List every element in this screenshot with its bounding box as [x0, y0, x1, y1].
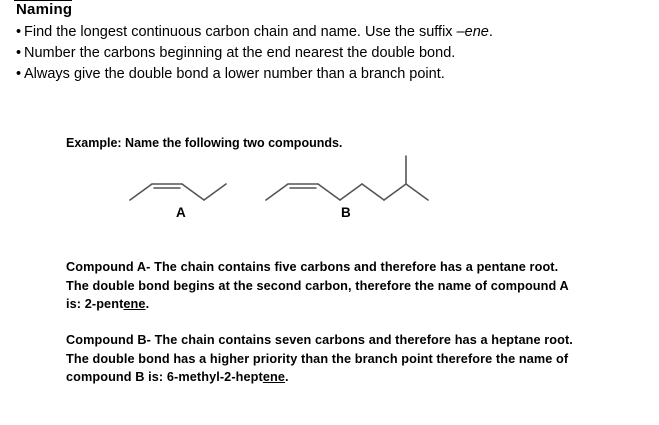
description-line: Compound B- The chain contains seven carbons and therefore has a heptane root.	[66, 333, 573, 347]
skeletal-structures-svg	[100, 152, 460, 214]
name-suffix-underlined: ene	[262, 370, 286, 384]
bullet-text-post: .	[488, 24, 493, 40]
bond-b6	[384, 184, 406, 200]
bond-b7	[406, 184, 428, 200]
bond-a4	[204, 184, 226, 200]
bullet-text-italic: –ene	[456, 24, 489, 40]
bullet-text-pre: Always give the double bond a lower number than a branch point.	[24, 66, 445, 82]
bullet-text-pre: Find the longest continuous carbon chain and name. Use the suffix	[24, 24, 457, 40]
name-prefix: compound B is: 6-methyl-2-hept	[66, 370, 263, 384]
bullet-list	[16, 22, 636, 85]
description-line: The double bond has a higher priority than the branch point therefore the name of	[66, 351, 569, 366]
description-line	[66, 368, 606, 387]
compound-b-description	[66, 331, 606, 387]
bond-b4	[340, 184, 362, 200]
page-title: Naming	[16, 1, 73, 18]
bond-b3	[318, 184, 340, 200]
description-line	[66, 295, 606, 314]
bond-b5	[362, 184, 384, 200]
example-label: Example: Name the following two compounds.	[66, 136, 343, 150]
name-suffix-underlined: ene	[123, 297, 146, 311]
name-period: .	[285, 370, 289, 384]
description-line: The double bond begins at the second carbon, therefore the name of compound A	[66, 278, 569, 293]
bond-a3	[182, 184, 204, 200]
list-item	[16, 22, 636, 43]
structure-diagrams	[100, 152, 460, 214]
bullet-marker-icon: •	[16, 45, 22, 61]
bullet-text-pre: Number the carbons beginning at the end nearest the double bond.	[24, 45, 456, 61]
name-period: .	[145, 297, 150, 311]
description-line: Compound A- The chain contains five carbons and therefore has a pentane root.	[66, 260, 559, 274]
list-item	[16, 64, 636, 85]
compound-a-description	[66, 258, 606, 314]
bullet-marker-icon: •	[16, 66, 22, 82]
bullet-marker-icon: •	[16, 24, 22, 40]
compound-b-label: B	[341, 205, 351, 220]
list-item	[16, 43, 636, 64]
bond-b1	[266, 184, 288, 200]
bond-a1	[130, 184, 152, 200]
name-prefix: is: 2-pent	[66, 297, 124, 311]
compound-a-label: A	[176, 205, 186, 220]
